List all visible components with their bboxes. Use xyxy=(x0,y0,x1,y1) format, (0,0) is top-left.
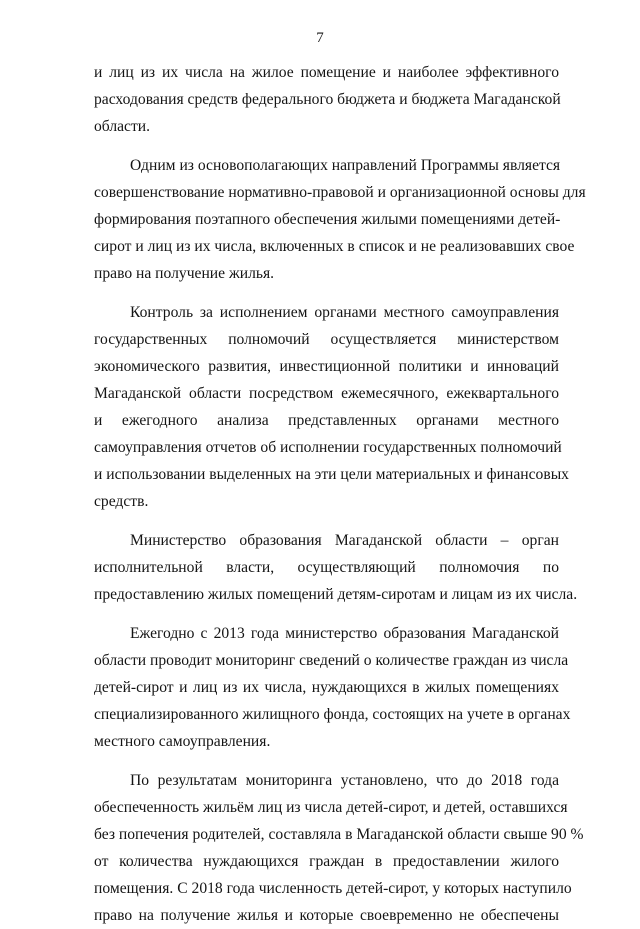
text-line: экономического развития, инвестиционной политики и инноваций xyxy=(94,358,559,375)
paragraph-continuation xyxy=(94,59,559,140)
text-line: и использовании выделенных на эти цели материальных и финансовых xyxy=(94,466,569,483)
document-body xyxy=(94,59,586,929)
text-line: расходования средств федерального бюджета и бюджета Магаданской xyxy=(94,91,561,108)
text-line: Контроль за исполнением органами местного самоуправления xyxy=(130,304,559,321)
text-line: государственных полномочий осуществляется министерством xyxy=(94,331,559,348)
text-line: Министерство образования Магаданской области – орган xyxy=(130,532,559,549)
text-line: По результатам мониторинга установлено, что до 2018 года xyxy=(130,772,559,789)
text-line: местного самоуправления. xyxy=(94,733,271,750)
text-line: Ежегодно с 2013 года министерство образования Магаданской xyxy=(130,625,559,642)
text-line: от количества нуждающихся граждан в предоставлении жилого xyxy=(94,853,559,870)
paragraph-ministry xyxy=(94,527,578,608)
text-line: Одним из основополагающих направлений Программы является xyxy=(130,157,561,174)
text-line: специализированного жилищного фонда, состоящих на учете в органах xyxy=(94,706,571,723)
paragraph-control xyxy=(94,299,569,515)
page-number: 7 xyxy=(316,30,324,46)
text-line: и лиц из их числа на жилое помещение и наиболее эффективного xyxy=(94,64,559,81)
text-line: области. xyxy=(94,118,151,135)
text-line: и ежегодного анализа представленных органами местного xyxy=(94,412,559,429)
text-line: обеспеченность жильём лиц из числа детей-сирот, и детей, оставшихся xyxy=(94,799,568,816)
text-line: без попечения родителей, составляла в Магаданской области свыше 90 % xyxy=(94,826,584,843)
text-line: Магаданской области посредством ежемесячного, ежеквартального xyxy=(94,385,559,402)
text-line: средств. xyxy=(94,493,149,510)
text-line: сирот и лиц из их числа, включенных в список и не реализовавших свое xyxy=(94,238,575,255)
text-line: области проводит мониторинг сведений о количестве граждан из числа xyxy=(94,652,569,669)
text-line: исполнительной власти, осуществляющий полномочия по xyxy=(94,559,559,576)
paragraph-program-direction xyxy=(94,152,586,287)
text-line: право на получение жилья и которые своевременно не обеспечены xyxy=(94,907,559,924)
text-line: право на получение жилья. xyxy=(94,265,275,282)
paragraph-monitoring xyxy=(94,620,571,755)
text-line: детей-сирот и лиц из их числа, нуждающихся в жилых помещениях xyxy=(94,679,559,696)
text-line: формирования поэтапного обеспечения жилыми помещениями детей- xyxy=(94,211,561,228)
text-line: предоставлению жилых помещений детям-сиротам и лицам из их числа. xyxy=(94,586,578,603)
text-line: совершенствование нормативно-правовой и организационной основы для xyxy=(94,184,586,201)
text-line: самоуправления отчетов об исполнении государственных полномочий xyxy=(94,439,562,456)
text-line: помещения. С 2018 года численность детей-сирот, у которых наступило xyxy=(94,880,572,897)
